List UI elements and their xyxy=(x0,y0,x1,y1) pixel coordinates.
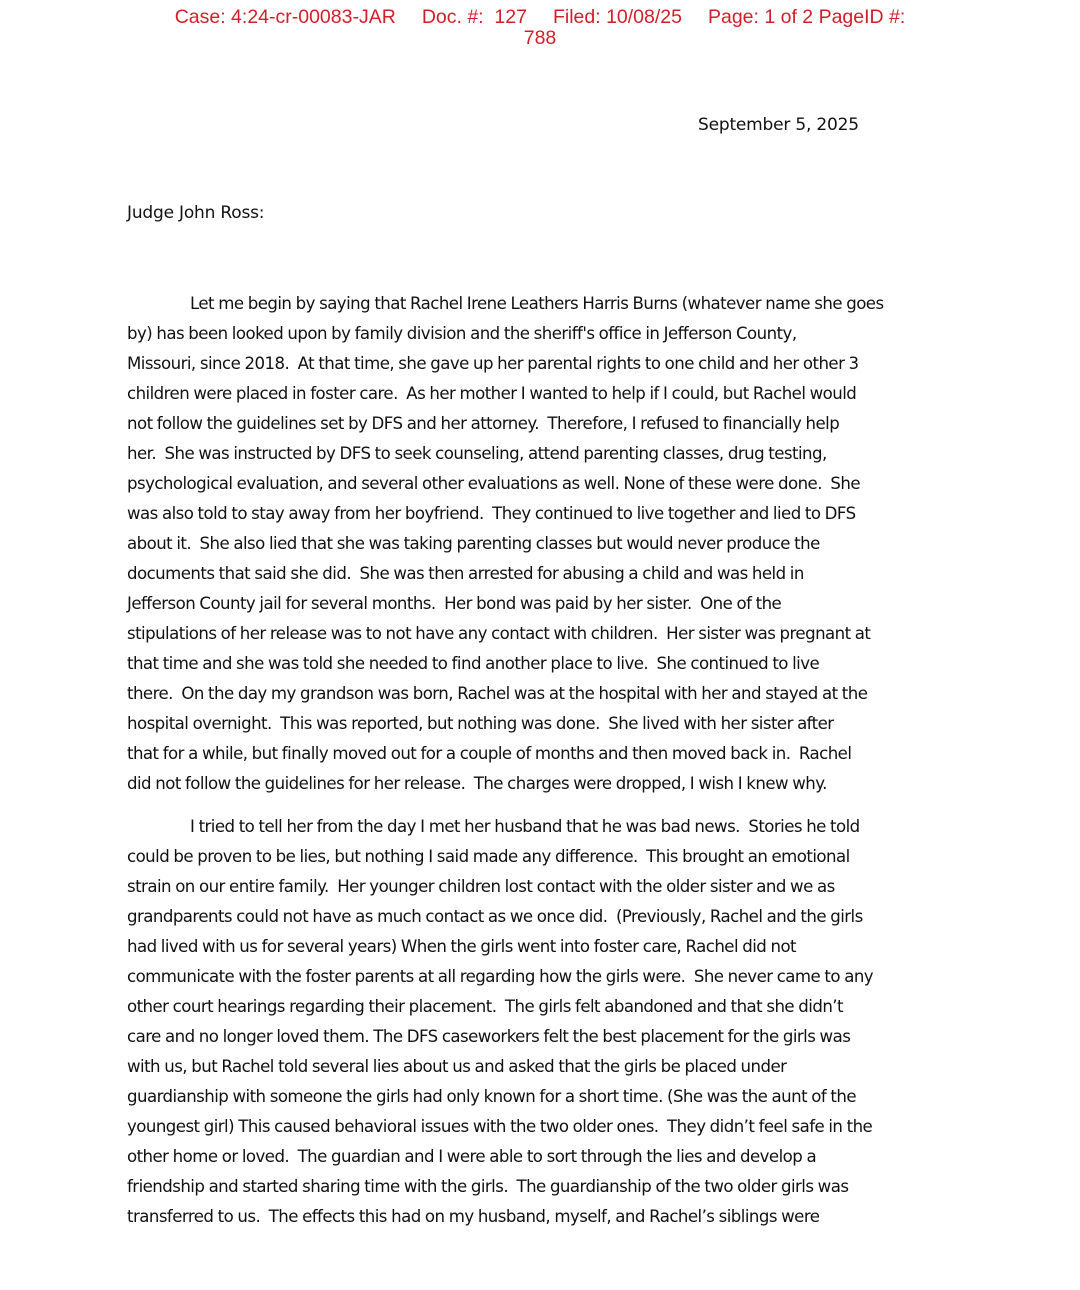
paragraph-line: stipulations of her release was to not have any contact with children. Her sister was pregnant at xyxy=(127,624,871,643)
paragraph-line: care and no longer loved them. The DFS caseworkers felt the best placement for the girls was xyxy=(127,1027,851,1046)
court-filing-header xyxy=(0,7,1080,49)
paragraph-line: friendship and started sharing time with the girls. The guardianship of the two older girls was xyxy=(127,1177,849,1196)
paragraph-line: children were placed in foster care. As her mother I wanted to help if I could, but Rachel would xyxy=(127,384,857,403)
page-id: 788 xyxy=(523,27,557,49)
paragraph-line: communicate with the foster parents at all regarding how the girls were. She never came to any xyxy=(127,967,874,986)
paragraph-line: psychological evaluation, and several other evaluations as well. None of these were done. She xyxy=(127,474,860,493)
paragraph-line: could be proven to be lies, but nothing I said made any difference. This brought an emotional xyxy=(127,847,850,866)
paragraph-line: was also told to stay away from her boyfriend. They continued to live together and lied to DFS xyxy=(127,504,856,523)
page-info: Page: 1 of 2 PageID #: xyxy=(707,6,906,28)
paragraph-line: with us, but Rachel told several lies about us and asked that the girls be placed under xyxy=(127,1057,787,1076)
paragraph-line: had lived with us for several years) When the girls went into foster care, Rachel did not xyxy=(127,937,797,956)
paragraph-line: documents that said she did. She was then arrested for abusing a child and was held in xyxy=(127,564,804,583)
paragraph-line: that time and she was told she needed to find another place to live. She continued to live xyxy=(127,654,820,673)
paragraph-line: other home or loved. The guardian and I were able to sort through the lies and develop a xyxy=(127,1147,817,1166)
paragraph-line: other court hearings regarding their placement. The girls felt abandoned and that she didn’t xyxy=(127,997,843,1016)
paragraph-line: about it. She also lied that she was taking parenting classes but would never produce the xyxy=(127,534,820,553)
paragraph-line: that for a while, but finally moved out for a couple of months and then moved back in. Rachel xyxy=(127,744,852,763)
paragraph-line: I tried to tell her from the day I met her husband that he was bad news. Stories he told xyxy=(190,817,860,836)
paragraph-line: transferred to us. The effects this had on my husband, myself, and Rachel’s siblings were xyxy=(127,1207,820,1226)
paragraph-line: Let me begin by saying that Rachel Irene Leathers Harris Burns (whatever name she goes xyxy=(190,294,884,313)
paragraph-2 xyxy=(127,812,957,1232)
paragraph-1 xyxy=(127,289,957,799)
letter-salutation: Judge John Ross: xyxy=(127,203,265,223)
paragraph-line: by) has been looked upon by family division and the sheriff's office in Jefferson County, xyxy=(127,324,797,343)
paragraph-line: not follow the guidelines set by DFS and her attorney. Therefore, I refused to financially help xyxy=(127,414,840,433)
paragraph-line: strain on our entire family. Her younger children lost contact with the older sister and we as xyxy=(127,877,835,896)
paragraph-line: hospital overnight. This was reported, but nothing was done. She lived with her sister after xyxy=(127,714,834,733)
paragraph-line: guardianship with someone the girls had only known for a short time. (She was the aunt of the xyxy=(127,1087,856,1106)
paragraph-line: youngest girl) This caused behavioral issues with the two older ones. They didn’t feel safe in the xyxy=(127,1117,873,1136)
header-line-1 xyxy=(0,7,1080,28)
document-number: Doc. #: 127 xyxy=(421,6,527,28)
paragraph-line: grandparents could not have as much contact as we once did. (Previously, Rachel and the girls xyxy=(127,907,863,926)
filed-date: Filed: 10/08/25 xyxy=(552,6,682,28)
paragraph-line: did not follow the guidelines for her release. The charges were dropped, I wish I knew why. xyxy=(127,774,827,793)
paragraph-line: Missouri, since 2018. At that time, she gave up her parental rights to one child and her other 3 xyxy=(127,354,859,373)
paragraph-line: Jefferson County jail for several months. Her bond was paid by her sister. One of the xyxy=(127,594,782,613)
case-number: Case: 4:24-cr-00083-JAR xyxy=(174,6,396,28)
letter-date: September 5, 2025 xyxy=(698,115,859,135)
paragraph-line: her. She was instructed by DFS to seek counseling, attend parenting classes, drug testing, xyxy=(127,444,827,463)
paragraph-line: there. On the day my grandson was born, Rachel was at the hospital with her and stayed at the xyxy=(127,684,868,703)
